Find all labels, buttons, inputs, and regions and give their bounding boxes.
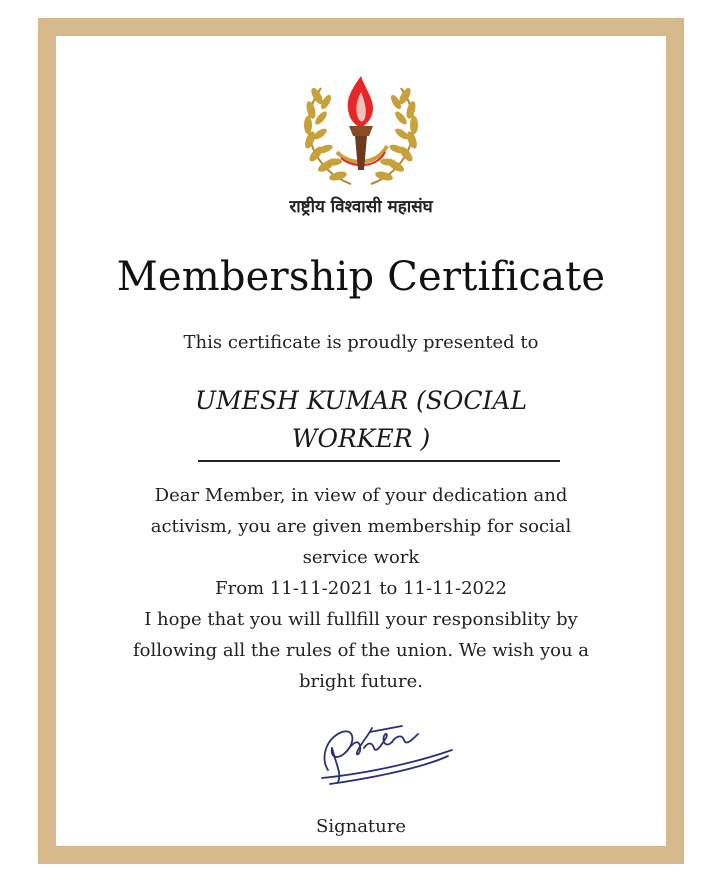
signature-label: Signature — [315, 816, 407, 837]
signature-icon — [302, 708, 462, 790]
body-line: I hope that you will fullfill your responsiblity by — [144, 609, 578, 630]
body-line: Dear Member, in view of your dedication and — [154, 485, 568, 506]
body-line: following all the rules of the union. We wish you a — [133, 640, 589, 661]
torch-laurel-icon — [299, 66, 423, 190]
body-line: service work — [302, 547, 420, 568]
organization-name: राष्ट्रीय विश्वासी महासंघ — [289, 197, 433, 217]
certificate-frame — [38, 18, 684, 864]
recipient-name-line-2: WORKER ) — [291, 424, 431, 453]
certificate-page — [56, 36, 666, 846]
validity-period: From 11-11-2021 to 11-11-2022 — [215, 578, 507, 599]
certificate-body — [116, 480, 606, 697]
recipient-name-line-1: UMESH KUMAR (SOCIAL — [194, 386, 528, 415]
recipient-underline — [198, 460, 560, 462]
certificate-title: Membership Certificate — [116, 254, 606, 300]
body-line: bright future. — [298, 671, 423, 692]
presented-to-line: This certificate is proudly presented to — [183, 332, 539, 353]
recipient-name — [176, 382, 546, 458]
body-line: activism, you are given membership for social — [150, 516, 572, 537]
